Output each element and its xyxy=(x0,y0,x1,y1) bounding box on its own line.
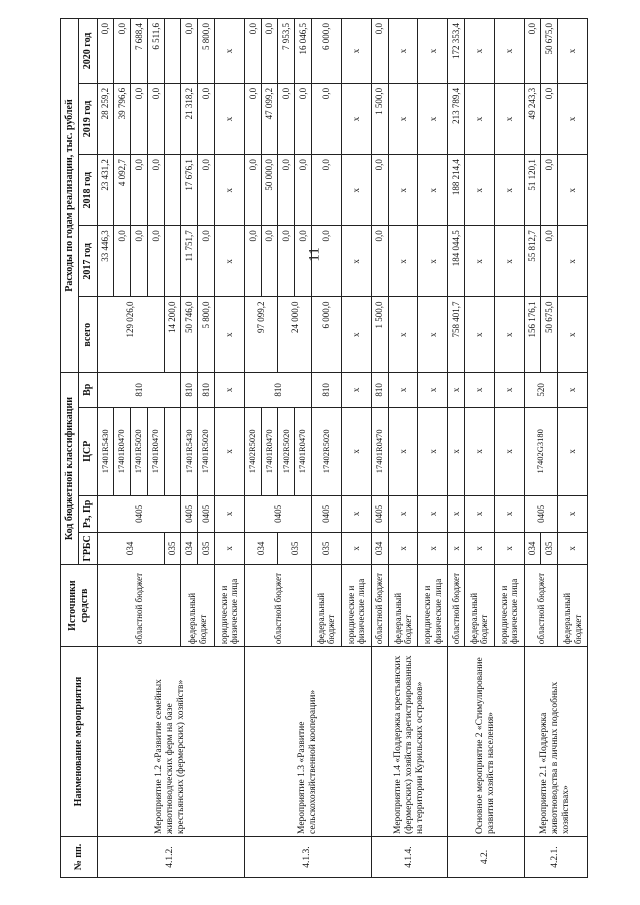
vr-cell: x xyxy=(418,373,448,408)
total-cell: 50 675,0 xyxy=(541,297,558,373)
value-cell: 0,0 xyxy=(541,226,558,297)
total-cell: x xyxy=(494,297,524,373)
rzpr-cell: x xyxy=(448,496,465,533)
total-cell: 50 746,0 xyxy=(181,297,198,373)
value-cell: x xyxy=(558,19,588,84)
value-cell: x xyxy=(418,83,448,154)
value-cell: 7 688,4 xyxy=(131,19,148,84)
source-cell: юридические и физические лица xyxy=(341,565,371,647)
vr-cell: x xyxy=(494,373,524,408)
grbs-cell: 034 xyxy=(371,532,388,564)
rzpr-cell: 0405 xyxy=(181,496,198,533)
rzpr-cell: x xyxy=(341,496,371,533)
value-cell: 0,0 xyxy=(131,83,148,154)
value-cell: 0,0 xyxy=(541,155,558,226)
rzpr-cell: x xyxy=(494,496,524,533)
row-number: 4.2.1. xyxy=(524,837,587,878)
value-cell: 0,0 xyxy=(147,155,164,226)
value-cell xyxy=(164,155,181,226)
value-cell: 0,0 xyxy=(524,19,541,84)
total-cell: 1 500,0 xyxy=(371,297,388,373)
value-cell: 0,0 xyxy=(278,226,295,297)
value-cell: x xyxy=(464,19,494,84)
header-2019: 2019 год xyxy=(79,83,97,154)
value-cell: 0,0 xyxy=(371,19,388,84)
source-cell: юридические и физические лица xyxy=(418,565,448,647)
value-cell: 16 046,5 xyxy=(295,19,312,84)
rzpr-cell: x xyxy=(418,496,448,533)
value-cell: 6 511,6 xyxy=(147,19,164,84)
vr-cell: 520 xyxy=(524,373,558,408)
source-cell: федеральный бюджет xyxy=(464,565,494,647)
value-cell: x xyxy=(341,155,371,226)
row-number: 4.1.4. xyxy=(371,837,447,878)
vr-cell: 810 xyxy=(97,373,181,408)
total-cell: 129 026,0 xyxy=(97,297,164,373)
value-cell: 6 000,0 xyxy=(312,19,342,84)
value-cell: x xyxy=(215,226,245,297)
grbs-cell: 034 xyxy=(524,532,541,564)
vr-cell: x xyxy=(341,373,371,408)
table-row xyxy=(97,19,114,878)
measure-name: Мероприятие 1.4 «Поддержка крестьянских (фермерских) хозяйств зарегистрированных на территории Курильских островов» xyxy=(371,647,447,837)
value-cell: x xyxy=(418,19,448,84)
header-sources: Источники средств xyxy=(61,565,98,647)
header-vr: Вр xyxy=(79,373,97,408)
csr-cell xyxy=(164,407,181,495)
value-cell: x xyxy=(558,155,588,226)
value-cell: 0,0 xyxy=(312,83,342,154)
header-grbs: ГРБС xyxy=(79,532,97,564)
source-cell: юридические и физические лица xyxy=(215,565,245,647)
value-cell: x xyxy=(215,19,245,84)
rzpr-cell: 0405 xyxy=(97,496,181,533)
total-cell: 6 000,0 xyxy=(312,297,342,373)
value-cell: x xyxy=(341,19,371,84)
value-cell: 55 812,7 xyxy=(524,226,541,297)
grbs-cell: x xyxy=(388,532,418,564)
value-cell: 172 353,4 xyxy=(448,19,465,84)
csr-cell: 17402R5020 xyxy=(244,407,261,495)
source-cell: федеральный бюджет xyxy=(312,565,342,647)
header-2020: 2020 год xyxy=(79,19,97,84)
value-cell: 51 120,1 xyxy=(524,155,541,226)
value-cell: 7 953,5 xyxy=(278,19,295,84)
value-cell: 0,0 xyxy=(261,19,278,84)
value-cell: 0,0 xyxy=(198,226,215,297)
total-cell: 97 099,2 xyxy=(244,297,278,373)
grbs-cell: 034 xyxy=(244,532,278,564)
csr-cell: x xyxy=(558,407,588,495)
value-cell: 0,0 xyxy=(181,19,198,84)
grbs-cell: 034 xyxy=(97,532,164,564)
table-row xyxy=(244,19,261,878)
page-number: 11 xyxy=(306,247,323,262)
value-cell: 0,0 xyxy=(114,226,131,297)
csr-cell: 17401R5020 xyxy=(198,407,215,495)
total-cell: x xyxy=(215,297,245,373)
value-cell: x xyxy=(341,83,371,154)
value-cell: 23 431,2 xyxy=(97,155,114,226)
header-2018: 2018 год xyxy=(79,155,97,226)
source-cell: областной бюджет xyxy=(97,565,181,647)
value-cell: 0,0 xyxy=(244,155,261,226)
value-cell: 17 676,1 xyxy=(181,155,198,226)
value-cell: 0,0 xyxy=(244,226,261,297)
csr-cell: 17401R0470 xyxy=(371,407,388,495)
csr-cell: 17401R5020 xyxy=(131,407,148,495)
value-cell: 0,0 xyxy=(198,155,215,226)
value-cell: x xyxy=(388,19,418,84)
value-cell: 0,0 xyxy=(261,226,278,297)
vr-cell: x xyxy=(448,373,465,408)
value-cell: 1 500,0 xyxy=(371,83,388,154)
value-cell: 0,0 xyxy=(312,226,342,297)
csr-cell: x xyxy=(388,407,418,495)
measure-name: Мероприятие 2.1 «Поддержка животноводства в личных подсобных хозяйствах» xyxy=(524,647,587,837)
source-cell: федеральный бюджет xyxy=(558,565,588,647)
grbs-cell: x xyxy=(418,532,448,564)
value-cell: 5 800,0 xyxy=(198,19,215,84)
csr-cell: x xyxy=(494,407,524,495)
value-cell: x xyxy=(494,155,524,226)
value-cell: 0,0 xyxy=(312,155,342,226)
vr-cell: x xyxy=(388,373,418,408)
vr-cell: 810 xyxy=(198,373,215,408)
header-expenses: Расходы по годам реализации, тыс. рублей xyxy=(61,19,79,373)
grbs-cell: x xyxy=(448,532,465,564)
value-cell: x xyxy=(388,226,418,297)
value-cell: x xyxy=(494,19,524,84)
value-cell: 213 789,4 xyxy=(448,83,465,154)
header-rzpr: Рз, Пр xyxy=(79,496,97,533)
value-cell: 0,0 xyxy=(371,155,388,226)
csr-cell: 17401R0470 xyxy=(147,407,164,495)
source-cell: федеральный бюджет xyxy=(388,565,418,647)
rzpr-cell: x xyxy=(215,496,245,533)
grbs-cell: x xyxy=(341,532,371,564)
csr-cell: 17401R0470 xyxy=(261,407,278,495)
csr-cell: 17401R5430 xyxy=(97,407,114,495)
source-cell: областной бюджет xyxy=(371,565,388,647)
measure-name: Мероприятие 1.2 «Развитие семейных животноводческих ферм на базе крестьянских (фермерских) хозяйств» xyxy=(97,647,244,837)
csr-cell: 17401R0470 xyxy=(295,407,312,495)
total-cell: 5 800,0 xyxy=(198,297,215,373)
rzpr-cell: 0405 xyxy=(244,496,311,533)
csr-cell: x xyxy=(341,407,371,495)
value-cell: x xyxy=(215,83,245,154)
value-cell: 0,0 xyxy=(198,83,215,154)
value-cell: x xyxy=(388,155,418,226)
grbs-cell: x xyxy=(215,532,245,564)
value-cell xyxy=(164,226,181,297)
header-name: Наименование мероприятия xyxy=(61,647,98,837)
table-row xyxy=(371,19,388,878)
row-number: 4.1.2. xyxy=(97,837,244,878)
source-cell: областной бюджет xyxy=(524,565,558,647)
source-cell: федеральный бюджет xyxy=(181,565,215,647)
header-row xyxy=(61,19,79,878)
csr-cell: 17402R5020 xyxy=(278,407,295,495)
value-cell: 0,0 xyxy=(244,19,261,84)
total-cell: x xyxy=(341,297,371,373)
total-cell: 24 000,0 xyxy=(278,297,312,373)
value-cell: 0,0 xyxy=(244,83,261,154)
header-no: № пп. xyxy=(61,837,98,878)
value-cell: 4 092,7 xyxy=(114,155,131,226)
grbs-cell: x xyxy=(494,532,524,564)
grbs-cell: x xyxy=(558,532,588,564)
value-cell xyxy=(164,83,181,154)
header-2017: 2017 год xyxy=(79,226,97,297)
row-number: 4.2. xyxy=(448,837,524,878)
value-cell: 0,0 xyxy=(131,226,148,297)
value-cell: 0,0 xyxy=(147,83,164,154)
rzpr-cell: 0405 xyxy=(312,496,342,533)
budget-table-rotated xyxy=(60,18,588,878)
grbs-cell: x xyxy=(464,532,494,564)
table-row xyxy=(448,19,465,878)
value-cell: 188 214,4 xyxy=(448,155,465,226)
value-cell: x xyxy=(494,226,524,297)
value-cell: x xyxy=(215,155,245,226)
value-cell: 11 751,7 xyxy=(181,226,198,297)
value-cell: 184 044,5 xyxy=(448,226,465,297)
source-cell: юридические и физические лица xyxy=(494,565,524,647)
value-cell: 47 099,2 xyxy=(261,83,278,154)
vr-cell: x xyxy=(464,373,494,408)
source-cell: областной бюджет xyxy=(244,565,311,647)
value-cell: x xyxy=(464,83,494,154)
grbs-cell: 035 xyxy=(164,532,181,564)
value-cell: x xyxy=(464,155,494,226)
value-cell: x xyxy=(494,83,524,154)
vr-cell: 810 xyxy=(371,373,388,408)
value-cell: 0,0 xyxy=(97,19,114,84)
vr-cell: x xyxy=(558,373,588,408)
value-cell: x xyxy=(388,83,418,154)
total-cell: x xyxy=(418,297,448,373)
vr-cell: x xyxy=(215,373,245,408)
header-budget-code: Код бюджетной классификации xyxy=(61,373,79,565)
value-cell: 33 446,3 xyxy=(97,226,114,297)
value-cell: x xyxy=(341,226,371,297)
csr-cell: 17401R0470 xyxy=(114,407,131,495)
total-cell: 156 176,1 xyxy=(524,297,541,373)
value-cell: 0,0 xyxy=(371,226,388,297)
csr-cell: x xyxy=(464,407,494,495)
total-cell: x xyxy=(558,297,588,373)
vr-cell: 810 xyxy=(181,373,198,408)
csr-cell: x xyxy=(418,407,448,495)
source-cell: областной бюджет xyxy=(448,565,465,647)
rzpr-cell: x xyxy=(558,496,588,533)
csr-cell: 17401R5430 xyxy=(181,407,198,495)
row-number: 4.1.3. xyxy=(244,837,371,878)
grbs-cell: 035 xyxy=(198,532,215,564)
grbs-cell: 034 xyxy=(181,532,198,564)
value-cell: 0,0 xyxy=(295,226,312,297)
rzpr-cell: x xyxy=(388,496,418,533)
value-cell: 0,0 xyxy=(131,155,148,226)
budget-table xyxy=(60,18,588,878)
total-cell: 14 200,0 xyxy=(164,297,181,373)
csr-cell: 17402G3180 xyxy=(524,407,558,495)
rzpr-cell: 0405 xyxy=(524,496,558,533)
table-row xyxy=(524,19,541,878)
csr-cell: 17402R5020 xyxy=(312,407,342,495)
value-cell: 0,0 xyxy=(147,226,164,297)
grbs-cell: 035 xyxy=(278,532,312,564)
total-cell: x xyxy=(464,297,494,373)
measure-name: Основное мероприятие 2 «Стимулирование развития хозяйств населения» xyxy=(448,647,524,837)
value-cell: 0,0 xyxy=(114,19,131,84)
measure-name: Мероприятие 1.3 «Развитие сельскохозяйственной кооперации» xyxy=(244,647,371,837)
rzpr-cell: 0405 xyxy=(371,496,388,533)
value-cell: x xyxy=(558,83,588,154)
value-cell: 0,0 xyxy=(295,83,312,154)
value-cell: 50 675,0 xyxy=(541,19,558,84)
value-cell: 49 243,3 xyxy=(524,83,541,154)
total-cell: x xyxy=(388,297,418,373)
header-csr: ЦСР xyxy=(79,407,97,495)
csr-cell: x xyxy=(215,407,245,495)
value-cell: 0,0 xyxy=(278,155,295,226)
value-cell: 50 000,0 xyxy=(261,155,278,226)
header-total: всего xyxy=(79,297,97,373)
value-cell: 21 318,2 xyxy=(181,83,198,154)
value-cell xyxy=(164,19,181,84)
value-cell: 28 259,2 xyxy=(97,83,114,154)
grbs-cell: 035 xyxy=(312,532,342,564)
rzpr-cell: x xyxy=(464,496,494,533)
value-cell: 0,0 xyxy=(541,83,558,154)
value-cell: x xyxy=(464,226,494,297)
grbs-cell: 035 xyxy=(541,532,558,564)
value-cell: 0,0 xyxy=(295,155,312,226)
vr-cell: 810 xyxy=(312,373,342,408)
rzpr-cell: 0405 xyxy=(198,496,215,533)
value-cell: 0,0 xyxy=(278,83,295,154)
total-cell: 758 401,7 xyxy=(448,297,465,373)
value-cell: 39 796,6 xyxy=(114,83,131,154)
vr-cell: 810 xyxy=(244,373,311,408)
value-cell: x xyxy=(558,226,588,297)
value-cell: x xyxy=(418,226,448,297)
value-cell: x xyxy=(418,155,448,226)
csr-cell: x xyxy=(448,407,465,495)
